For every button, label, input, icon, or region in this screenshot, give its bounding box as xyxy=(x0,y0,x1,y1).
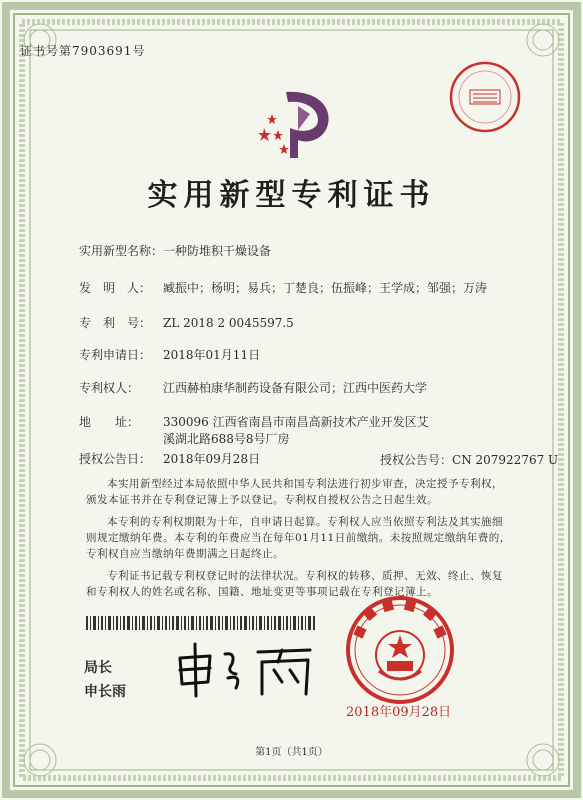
field-value: 2018年01月11日 xyxy=(163,348,261,362)
field-address xyxy=(79,414,429,446)
director-signature xyxy=(170,640,320,700)
cnipa-emblem-icon xyxy=(258,84,338,164)
field-label: 授权公告号： xyxy=(380,453,453,467)
seal-date: 2018年09月28日 xyxy=(346,705,452,720)
certificate-title: 实用新型专利证书 xyxy=(147,178,436,213)
field-label: 实用新型名称： xyxy=(79,244,164,258)
field-label: 专利申请日： xyxy=(79,348,152,362)
field-value: 一种防堆积干燥设备 xyxy=(163,244,272,258)
director-title: 局长 xyxy=(84,660,112,676)
field-label: 专 利 号： xyxy=(79,316,152,330)
director-name: 申长雨 xyxy=(84,684,126,700)
field-inventors xyxy=(79,280,488,297)
field-value: ZL 2018 2 0045597.5 xyxy=(163,316,294,330)
field-label: 授权公告日： xyxy=(79,452,152,466)
field-patentee xyxy=(79,380,428,397)
certificate-number: 证书号第7903691号 xyxy=(20,44,146,58)
field-utility-name xyxy=(79,243,272,260)
field-grant-date xyxy=(79,451,261,468)
field-value: 330096 江西省南昌市南昌高新技术产业开发区艾溪湖北路688号8号厂房 xyxy=(163,415,429,446)
field-label: 发 明 人： xyxy=(79,281,152,295)
field-filing-date xyxy=(79,347,261,364)
office-seal-stamp xyxy=(448,60,522,134)
field-value: 臧振中；杨明；易兵；丁楚良；伍振峰；王学成；邹强；万涛 xyxy=(163,281,488,295)
page-number: 第1页（共1页） xyxy=(255,747,328,758)
national-ip-seal-stamp xyxy=(345,595,455,705)
field-value: CN 207922767 U xyxy=(452,453,559,467)
field-patent-number xyxy=(79,315,294,332)
field-value: 江西赫柏康华制药设备有限公司；江西中医药大学 xyxy=(163,381,428,395)
paragraph-term: 本专利的专利权期限为十年，自申请日起算。专利权人应当依照专利法及其实施细则规定缴纳年费。本专利的年费应当在每年01月11日前缴纳。未按照规定缴纳年费的，专利权自应当缴纳年费期满之日起终止。 xyxy=(86,516,511,560)
field-grant-number xyxy=(380,451,558,468)
field-value: 2018年09月28日 xyxy=(163,452,261,466)
barcode xyxy=(86,616,316,630)
paragraph-grant: 本实用新型经过本局依照中华人民共和国专利法进行初步审查，决定授予专利权，颁发本证书并在专利登记簿上予以登记。专利权自授权公告之日起生效。 xyxy=(86,478,503,506)
field-label: 专利权人： xyxy=(79,381,140,395)
paragraph-legal-status: 专利证书记载专利权登记时的法律状况。专利权的转移、质押、无效、终止、恢复和专利权人的姓名或名称、国籍、地址变更等事项记载在专利登记簿上。 xyxy=(86,570,503,598)
field-label: 地 址： xyxy=(79,415,140,429)
